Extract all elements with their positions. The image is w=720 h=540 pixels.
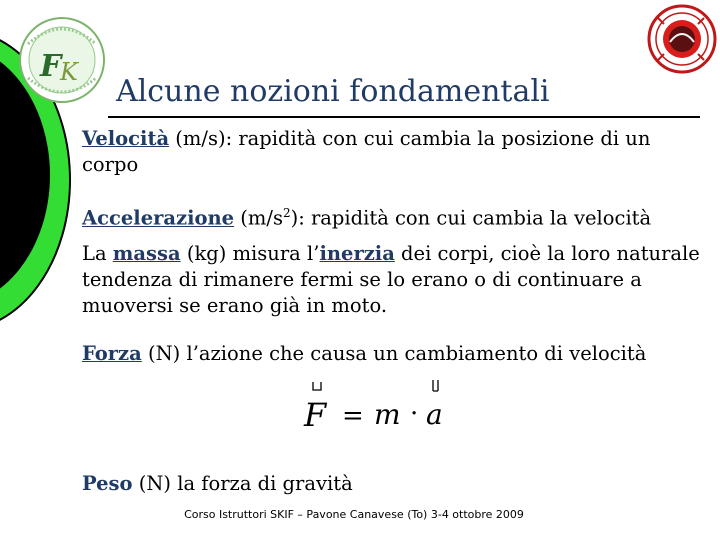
accelerazione-text-before: (m/s — [234, 206, 283, 230]
paragraph-forza — [82, 341, 712, 367]
massa-mid: (kg) misura l’ — [180, 242, 320, 265]
skif-seal-icon — [644, 4, 720, 74]
slide-title: Alcune nozioni fondamentali — [116, 74, 550, 109]
term-accelerazione: Accelerazione — [82, 206, 235, 230]
accelerazione-text-after: ): rapidità con cui cambia la velocità — [290, 206, 652, 230]
formula-a: a — [426, 398, 443, 431]
massa-intro: La — [82, 242, 113, 265]
peso-text: (N) la forza di gravità — [132, 472, 353, 495]
fk-logo-icon — [18, 14, 106, 106]
forza-text: (N) l’azione che causa un cambiamento di velocità — [141, 342, 647, 365]
velocita-text: (m/s): rapidità con cui cambia la posizione di un corpo — [82, 127, 651, 176]
svg-text:K: K — [60, 58, 78, 86]
term-velocita: Velocità — [82, 127, 170, 150]
footer-text: Corso Istruttori SKIF – Pavone Canavese (To) 3-4 ottobre 2009 — [184, 508, 524, 521]
force-formula — [300, 376, 460, 436]
footer — [0, 508, 720, 521]
term-peso: Peso — [82, 472, 133, 495]
paragraph-velocita — [82, 126, 712, 178]
term-massa: massa — [112, 242, 181, 265]
term-forza: Forza — [82, 342, 142, 365]
accelerazione-sup: 2 — [282, 206, 291, 220]
paragraph-accelerazione — [82, 200, 712, 232]
formula-f: F — [304, 396, 327, 434]
paragraph-peso — [82, 471, 712, 497]
massa-text: dei corpi, cioè la loro naturale tendenza di rimanere fermi se lo erano o di continuare a muoversi se erano già in moto. — [82, 242, 700, 317]
svg-text:F: F — [40, 49, 62, 84]
term-inerzia: inerzia — [319, 242, 395, 265]
title-underline — [108, 116, 700, 118]
formula-eq: = — [342, 401, 364, 431]
paragraph-massa — [82, 241, 712, 319]
formula-m: m — [374, 398, 401, 431]
formula-dot: · — [410, 399, 419, 429]
